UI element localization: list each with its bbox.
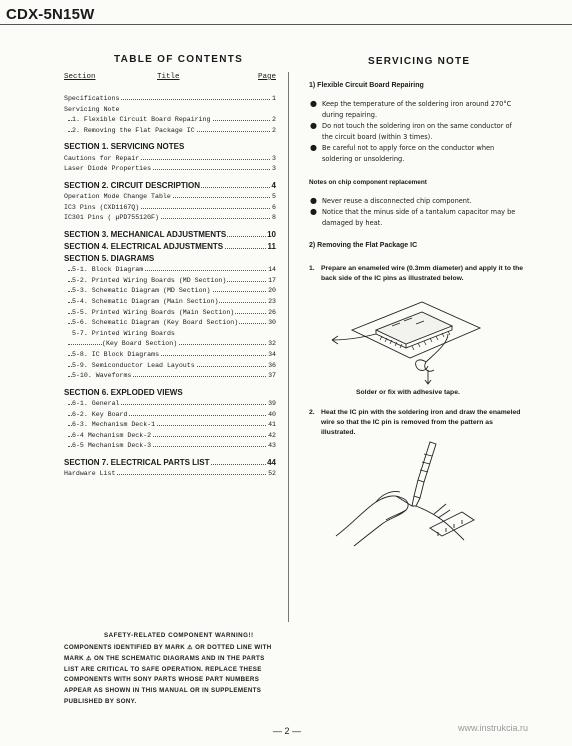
toc-entry-row <box>64 309 276 320</box>
header-rule <box>0 24 572 25</box>
toc-entry-title: 5-10. Waveforms <box>72 372 132 380</box>
toc-entry-title: 6-4 Mechanism Deck-2 <box>72 431 152 439</box>
safety-warning-body: COMPONENTS IDENTIFIED BY MARK ⚠ OR DOTTED LINE WITH MARK ⚠ ON THE SCHEMATIC DIAGRAMS AND IN THE PARTS LIST ARE CRITICAL TO SAFE OPERATION. REPLACE THESE COMPONENTS WITH SONY PARTS WHOSE PART NUMBERS APPEAR AS SHOWN IN THIS MANUAL OR IN SUPPLEMENTS PUBLISHED BY SONY. <box>64 644 272 705</box>
toc-entry-title: Cautions for Repair <box>64 154 140 162</box>
toc-section-row <box>64 181 276 193</box>
toc-entry-row <box>64 214 276 225</box>
toc-entry-page: 26 <box>268 308 276 316</box>
toc-entry-title: IC301 Pins ( µPD75512GF) <box>64 214 159 222</box>
toc-entry-row <box>64 411 276 422</box>
toc-entry-row <box>64 155 276 166</box>
toc-entry-page: 39 <box>268 400 276 407</box>
chip-notes-title: Notes on chip component replacement <box>309 179 427 186</box>
toc-entry-row <box>64 340 276 351</box>
soldering-iron-illustration <box>334 440 484 550</box>
toc-entry-page: 17 <box>268 276 276 284</box>
toc-entry-page: 14 <box>268 266 276 274</box>
bullet-icon: ● <box>310 196 317 205</box>
toc-entry-row <box>64 330 276 341</box>
bullet-item: ● Be careful not to apply force on the conductor when soldering or unsoldering. <box>310 143 495 163</box>
toc-entry-row <box>64 362 276 373</box>
section-1-title: 1) Flexible Circuit Board Repairing <box>309 82 424 89</box>
safety-warning-title: SAFETY-RELATED COMPONENT WARNING!! <box>104 632 254 639</box>
toc-entry-page: 1 <box>272 95 276 102</box>
toc-entry-title: SECTION 4. ELECTRICAL ADJUSTMENTS <box>64 241 224 251</box>
toc-entry-row <box>64 298 276 309</box>
toc-entry-page: 44 <box>267 457 276 467</box>
toc-entry-page: 3 <box>272 165 276 173</box>
toc-section-row <box>64 254 276 266</box>
toc-entry-row <box>64 421 276 432</box>
toc-entry-title: 5-9. Semiconductor Lead Layouts <box>72 361 195 369</box>
watermark: www.instrukcia.ru <box>458 723 529 733</box>
toc-entry-page: 6 <box>272 203 276 211</box>
toc-entry-title: Hardware List <box>64 470 116 478</box>
step-2: 2. Heat the IC pin with the soldering iron and draw the enameled wire so that the IC pin is removed from the pattern as illustrated. <box>309 409 521 436</box>
toc-entry-row <box>64 400 276 411</box>
toc-entry-page: 20 <box>268 287 276 295</box>
toc-entry-row <box>64 470 276 481</box>
toc-entry-title: 5-1. Block Diagram <box>72 266 144 274</box>
toc-entry-row <box>64 351 276 362</box>
toc-entry-title: 5-2. Printed Wiring Boards (MD Section) <box>72 276 227 284</box>
toc-entry-title: 5-6. Schematic Diagram (Key Board Section) <box>72 319 239 327</box>
toc-col-section: Section <box>64 73 96 81</box>
toc-col-page: Page <box>257 73 276 81</box>
toc-entry-title: SECTION 5. DIAGRAMS <box>64 254 155 264</box>
toc-entry-title: 5-5. Printed Wiring Boards (Main Section) <box>72 308 235 316</box>
toc-entry-title: 5-3. Schematic Diagram (MD Section) <box>72 287 211 295</box>
bullet-icon: ● <box>310 143 317 152</box>
toc-entry-row <box>64 95 276 106</box>
bullet-icon: ● <box>310 207 317 216</box>
ic-wire-illustration <box>330 296 490 388</box>
toc-entry-title: 6-2. Key Board <box>72 410 128 418</box>
toc-entry-page: 37 <box>268 372 276 380</box>
toc-entry-page: 52 <box>268 470 276 478</box>
toc-entry-page: 32 <box>268 340 276 348</box>
toc-entry-page: 43 <box>268 442 276 450</box>
page-number: — 2 — <box>273 726 302 736</box>
toc-entry-title: SECTION 6. EXPLODED VIEWS <box>64 387 183 397</box>
toc-entry-row <box>64 193 276 204</box>
toc-entry-title: 6-1. General <box>72 400 120 407</box>
toc-entry-row <box>64 266 276 277</box>
bullet-icon: ● <box>310 121 317 130</box>
toc-entry-row <box>64 319 276 330</box>
toc-entry-page: 41 <box>268 421 276 429</box>
toc-entry-title: SECTION 3. MECHANICAL ADJUSTMENTS <box>64 229 227 239</box>
toc-entry-page: 3 <box>272 154 276 162</box>
toc-entry-page: 2 <box>272 116 276 124</box>
toc-entry-page: 34 <box>268 351 276 359</box>
toc-entry-page: 23 <box>268 298 276 306</box>
toc-entry-page: 4 <box>271 180 276 190</box>
model-number: CDX-5N15W <box>6 6 95 23</box>
toc-entry-title: 5-8. IC Block Diagrams <box>72 351 160 359</box>
toc-entry-page: 40 <box>268 410 276 418</box>
toc-entry-row <box>64 372 276 383</box>
servicing-note-title: SERVICING NOTE <box>368 56 471 67</box>
toc-entry-page: 8 <box>272 214 276 222</box>
toc-entry-row <box>64 116 276 127</box>
bullet-item: ● Do not touch the soldering iron on the same conductor of the circuit board (within 3 times). <box>310 121 512 141</box>
toc-entry-row <box>64 127 276 138</box>
toc-entry-page: 5 <box>272 192 276 200</box>
toc-entry-row <box>64 165 276 176</box>
toc-entry-title: 5-4. Schematic Diagram (Main Section) <box>72 298 219 306</box>
toc-section-row <box>64 230 276 242</box>
toc-section-row <box>64 458 276 470</box>
toc-entry-page: 2 <box>272 126 276 134</box>
toc-entry-title: 6-3. Mechanism Deck-1 <box>72 421 156 429</box>
illustration-caption: Solder or fix with adhesive tape. <box>356 389 460 396</box>
toc-entry-title: 1. Flexible Circuit Board Repairing <box>72 116 211 124</box>
toc-section-row <box>64 142 276 154</box>
bullet-item: ● Never reuse a disconnected chip component. <box>310 196 472 205</box>
toc-section-row <box>64 242 276 254</box>
toc-entry-row <box>64 277 276 288</box>
column-divider <box>288 72 289 622</box>
toc-entry-page: 42 <box>268 431 276 439</box>
toc-entry-title: SECTION 1. SERVICING NOTES <box>64 142 185 152</box>
bullet-item: ● Notice that the minus side of a tantalum capacitor may be damaged by heat. <box>310 207 516 227</box>
toc-entry-row <box>64 287 276 298</box>
toc-entry-title: (Key Board Section) <box>102 340 178 348</box>
toc-entry-page: 36 <box>268 361 276 369</box>
bullet-item: ● Keep the temperature of the soldering iron around 270°C during repairing. <box>310 99 512 119</box>
toc-entry-title: SECTION 2. CIRCUIT DESCRIPTION <box>64 180 201 190</box>
toc-section-row <box>64 388 276 400</box>
toc-entry-row <box>64 204 276 215</box>
toc-entry-title: 6-5 Mechanism Deck-3 <box>72 442 152 450</box>
toc-entry-title: Specifications <box>64 95 120 102</box>
toc-entry-title: IC3 Pins (CXD1167Q) <box>64 203 140 211</box>
toc-entry-page: 10 <box>267 229 276 239</box>
toc-entry-title: 2. Removing the Flat Package IC <box>72 126 195 134</box>
toc-entry-title: Laser Diode Properties <box>64 165 152 173</box>
toc-entry-row <box>64 106 276 117</box>
bullet-icon: ● <box>310 99 317 108</box>
toc-entry-page: 30 <box>268 319 276 327</box>
toc-entry-row <box>64 442 276 453</box>
section-2-title: 2) Removing the Flat Package IC <box>309 242 418 249</box>
toc-entry-row <box>64 432 276 443</box>
toc-list <box>64 95 276 481</box>
toc-col-title: Title <box>157 73 180 81</box>
toc-entry-title: Servicing Note <box>64 105 120 113</box>
toc-entry-page: 11 <box>267 241 276 251</box>
step-1: 1. Prepare an enameled wire (0.3mm diameter) and apply it to the back side of the IC pins as illustrated below. <box>309 265 524 282</box>
toc-title: TABLE OF CONTENTS <box>114 54 244 65</box>
toc-entry-title: Operation Mode Change Table <box>64 192 171 200</box>
toc-entry-title: SECTION 7. ELECTRICAL PARTS LIST <box>64 457 210 467</box>
toc-entry-title: 5-7. Printed Wiring Boards <box>72 329 175 337</box>
